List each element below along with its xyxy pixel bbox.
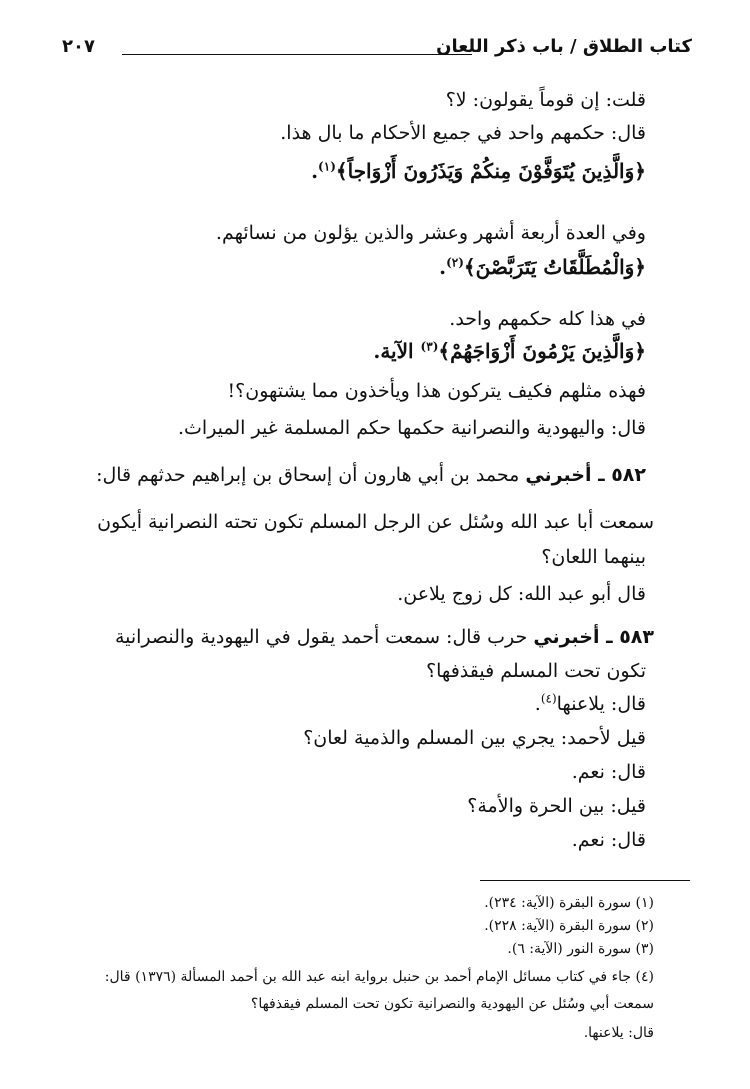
- quran-verse-line: [86, 157, 646, 185]
- text-line: قال: واليهودية والنصرانية حكمها حكم المسلمة غير الميراث.: [177, 417, 646, 439]
- text-span: قال: يلاعنها: [556, 693, 646, 715]
- quran-verse: ﴿وَالَّذِينَ يَرْمُونَ أَزْوَاجَهُمْ﴾: [438, 339, 646, 363]
- quran-verse-line: [86, 337, 646, 365]
- header-rule: [122, 54, 472, 55]
- quran-verse: ﴿وَالْمُطَلَّقَاتُ يَتَرَبَّصْنَ﴾: [463, 255, 646, 279]
- footnote-ref: (٢): [446, 255, 464, 270]
- quran-verse: ﴿وَالَّذِينَ يُتَوَفَّوْنَ مِنكُمْ وَيَذَرُونَ أَزْوَاجاً﴾: [335, 159, 646, 183]
- punctuation: .: [534, 693, 541, 715]
- header-title: كتاب الطلاق / باب ذكر اللعان: [436, 36, 692, 57]
- text-line: قلت: إن قوماً يقولون: لا؟: [445, 89, 646, 111]
- hadith-chain: محمد بن أبي هارون أن إسحاق بن إبراهيم حدثهم قال:: [96, 464, 526, 486]
- text-line: تكون تحت المسلم فيقذفها؟: [426, 660, 646, 682]
- punctuation: .: [311, 159, 319, 183]
- text-line: فهذه مثلهم فكيف يتركون هذا ويأخذون مما يشتهون؟!: [227, 380, 646, 402]
- running-header: [62, 34, 692, 64]
- text-line: قال: نعم.: [571, 761, 646, 783]
- hadith-chain: حرب قال: سمعت أحمد يقول في اليهودية والنصرانية: [114, 626, 534, 648]
- text-line: قيل: بين الحرة والأمة؟: [467, 795, 646, 817]
- text-line: وفي العدة أربعة أشهر وعشر والذين يؤلون من نسائهم.: [215, 222, 646, 244]
- footnote-continuation: سمعت أبي وسُئل عن اليهودية والنصرانية تكون تحت المسلم فيقذفها؟: [250, 996, 654, 1012]
- text-line: سمعت أبا عبد الله وسُئل عن الرجل المسلم تكون تحته النصرانية أيكون: [97, 511, 654, 533]
- quran-verse-line: [86, 253, 646, 281]
- footnote-ref: (٣): [420, 339, 439, 354]
- footnote-ref: (٤): [540, 691, 557, 706]
- footnote-separator: [480, 880, 690, 881]
- footnote-ref: (١): [318, 159, 336, 174]
- footnote-continuation: قال: يلاعنها.: [583, 1025, 654, 1041]
- text-line: قال أبو عبد الله: كل زوج يلاعن.: [397, 583, 646, 605]
- page-number: ٢٠٧: [62, 36, 95, 57]
- text-line: في هذا كله حكمهم واحد.: [449, 308, 646, 330]
- footnote: (٢) سورة البقرة (الآية: ٢٢٨).: [484, 918, 654, 934]
- verse-suffix: الآية.: [373, 339, 421, 363]
- hadith-heading-line: [94, 623, 654, 651]
- text-line: قال: نعم.: [571, 829, 646, 851]
- footnote: (١) سورة البقرة (الآية: ٢٣٤).: [484, 895, 654, 911]
- text-line: قيل لأحمد: يجري بين المسلم والذمية لعان؟: [303, 727, 646, 749]
- footnote: (٣) سورة النور (الآية: ٦).: [507, 941, 654, 957]
- hadith-number: ٥٨٢ ـ أخبرني: [525, 464, 646, 486]
- hadith-heading-line: [86, 461, 646, 489]
- text-line: بينهما اللعان؟: [541, 546, 646, 568]
- hadith-number: ٥٨٣ ـ أخبرني: [533, 626, 654, 648]
- footnote: (٤) جاء في كتاب مسائل الإمام أحمد بن حنبل برواية ابنه عبد الله بن أحمد المسألة (١٣٧٦) قال:: [104, 969, 654, 985]
- text-line: قال: حكمهم واحد في جميع الأحكام ما بال هذا.: [280, 122, 646, 144]
- text-line: [86, 690, 646, 718]
- punctuation: .: [439, 255, 447, 279]
